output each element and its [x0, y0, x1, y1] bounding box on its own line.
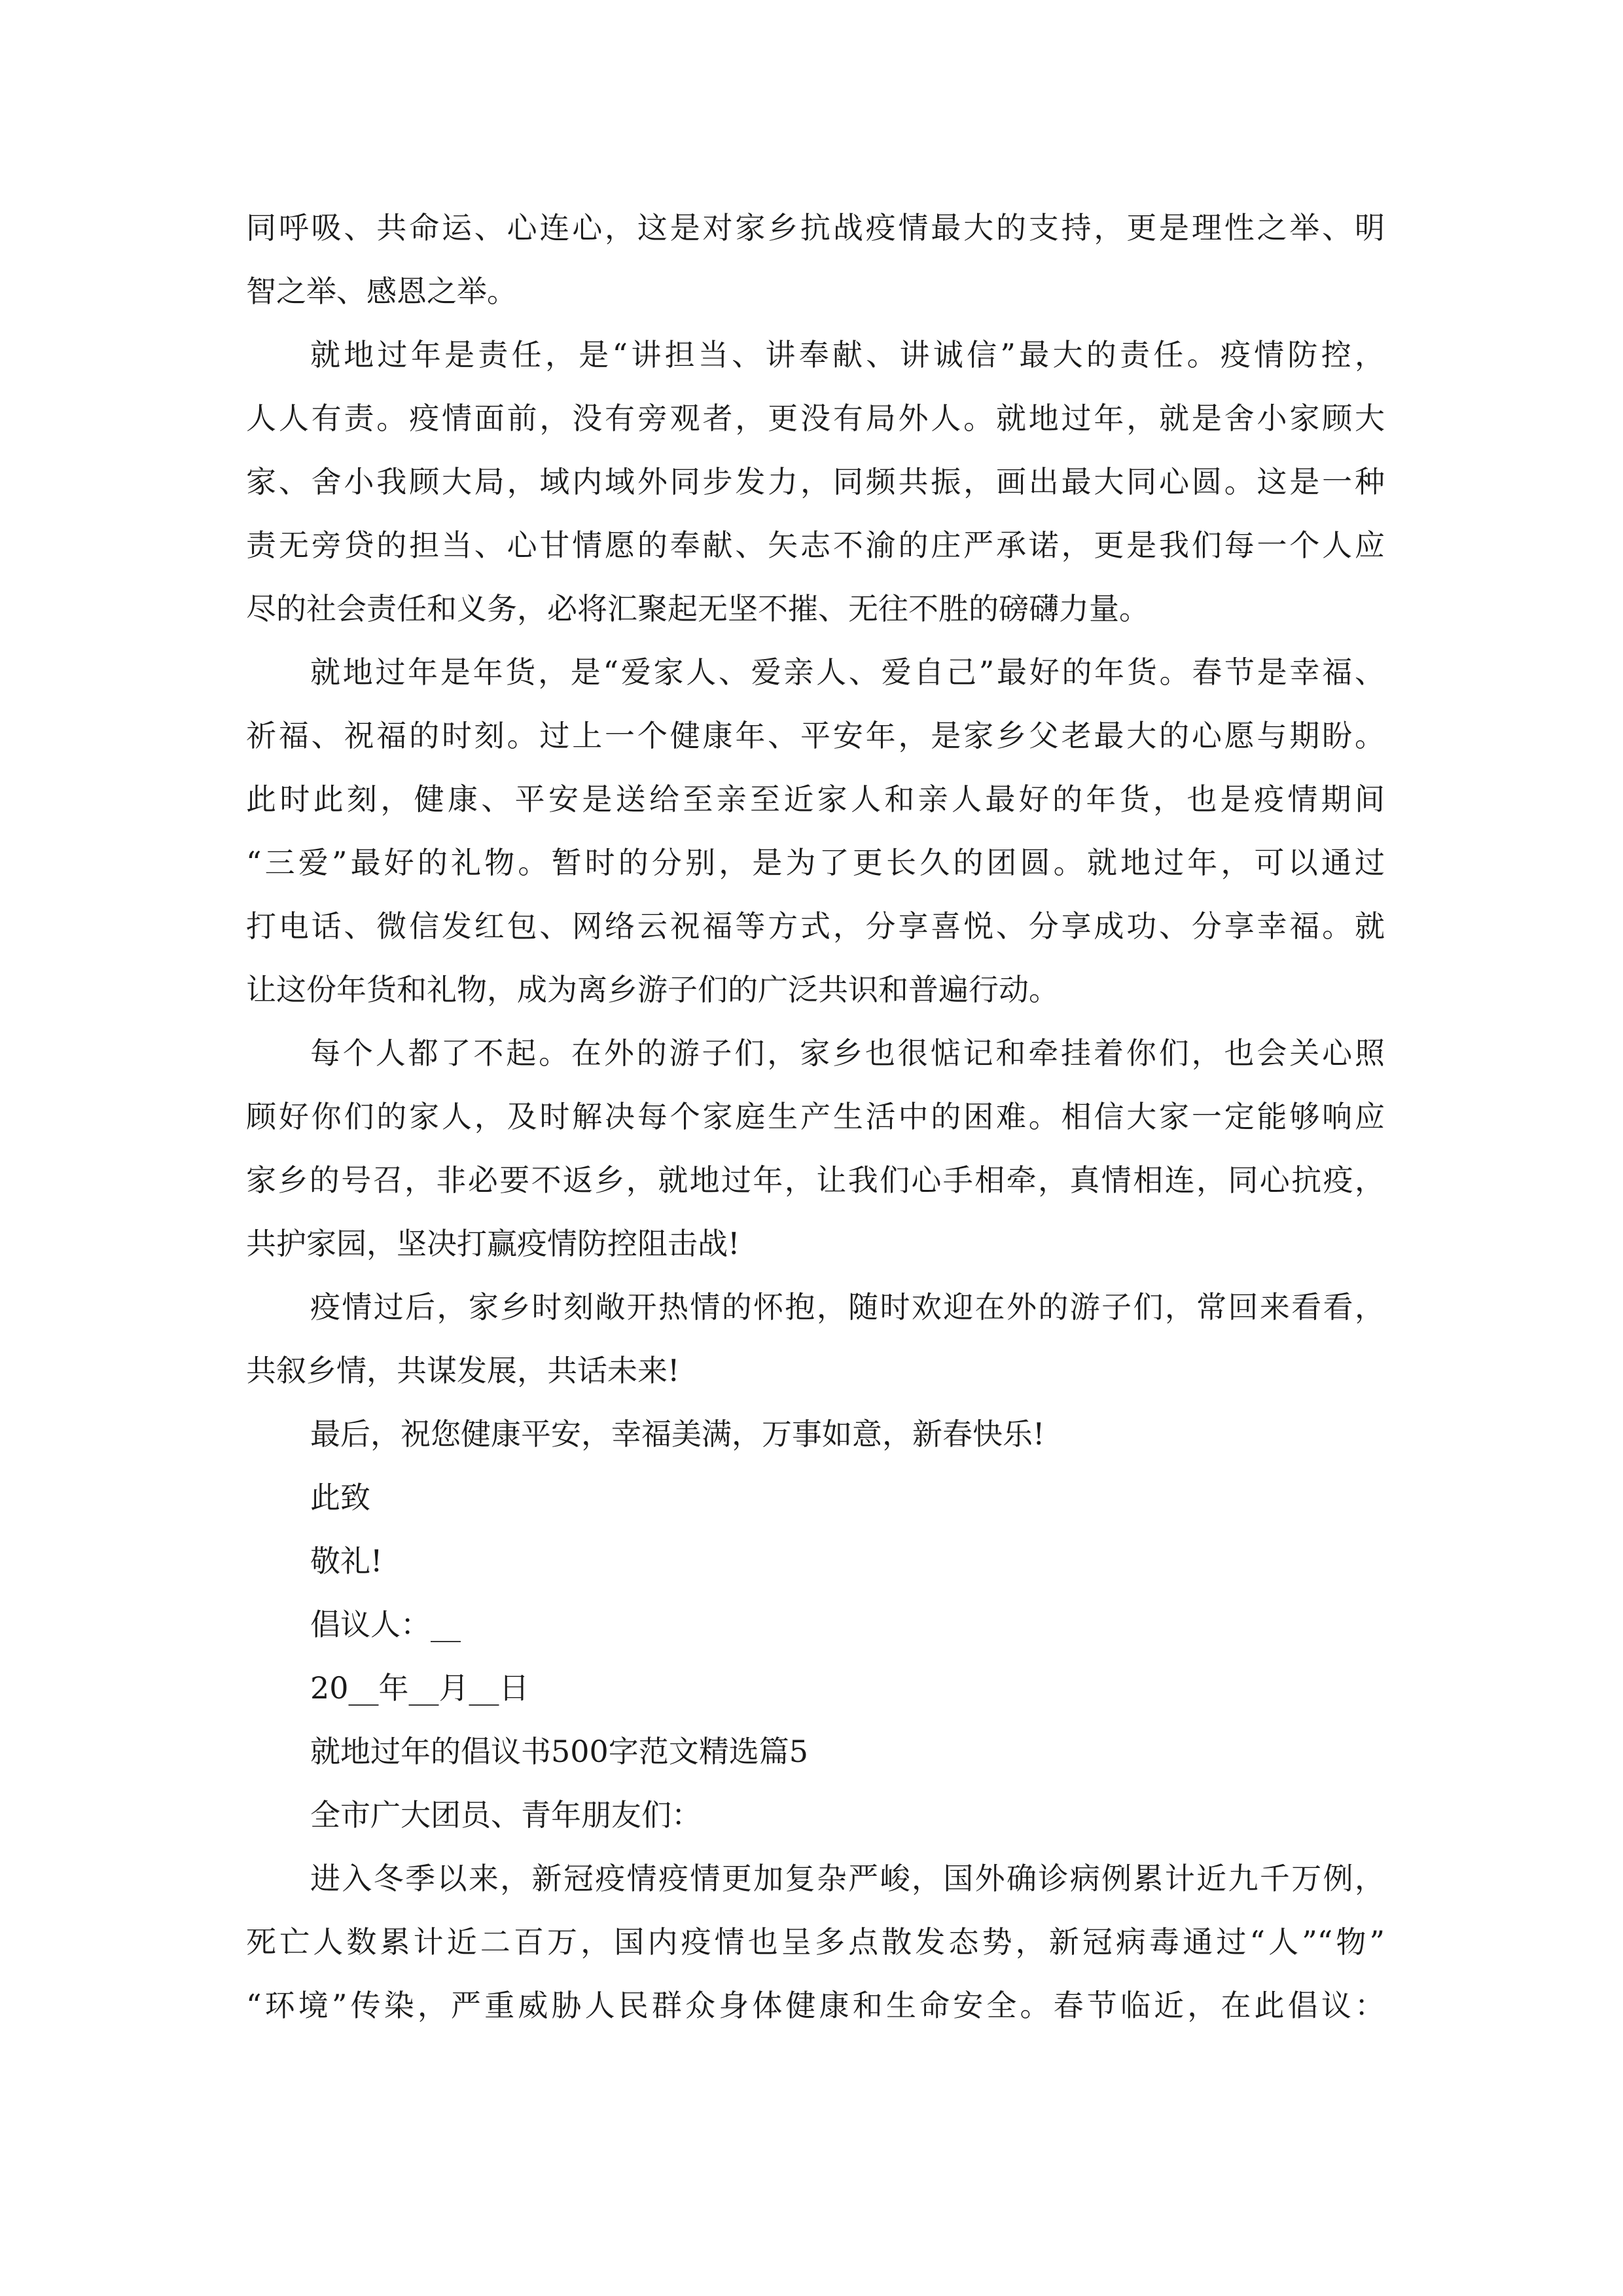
text-line: 打电话、微信发红包、网络云祝福等方式，分享喜悦、分享成功、分享幸福。就 — [246, 908, 1385, 944]
text-line: 家、舍小我顾大局，域内域外同步发力，同频共振，画出最大同心圆。这是一种 — [246, 464, 1385, 499]
text-line: 每个人都了不起。在外的游子们，家乡也很惦记和牵挂着你们，也会关心照 — [310, 1035, 1385, 1071]
text-line: 倡议人：__ — [310, 1607, 461, 1642]
text-line: 共叙乡情，共谋发展，共话未来! — [246, 1353, 680, 1388]
text-line: 就地过年的倡议书500字范文精选篇5 — [310, 1734, 809, 1769]
text-line: 最后，祝您健康平安，幸福美满，万事如意，新春快乐! — [310, 1416, 1045, 1452]
text-line: 疫情过后，家乡时刻敞开热情的怀抱，随时欢迎在外的游子们，常回来看看， — [310, 1289, 1385, 1325]
text-line: 死亡人数累计近二百万，国内疫情也呈多点散发态势，新冠病毒通过“人”“物” — [246, 1924, 1385, 1960]
text-line: “三爱”最好的礼物。暂时的分别，是为了更长久的团圆。就地过年，可以通过 — [246, 845, 1385, 880]
text-line: 家乡的号召，非必要不返乡，就地过年，让我们心手相牵，真情相连，同心抗疫， — [246, 1162, 1385, 1198]
text-line: 全市广大团员、青年朋友们： — [310, 1797, 702, 1833]
text-line: 尽的社会责任和义务，必将汇聚起无坚不摧、无往不胜的磅礴力量。 — [246, 591, 1149, 626]
text-line: “环境”传染，严重威胁人民群众身体健康和生命安全。春节临近，在此倡议： — [246, 1988, 1385, 2023]
text-line: 责无旁贷的担当、心甘情愿的奉献、矢志不渝的庄严承诺，更是我们每一个人应 — [246, 528, 1385, 563]
text-line: 让这份年货和礼物，成为离乡游子们的广泛共识和普遍行动。 — [246, 972, 1059, 1007]
text-line: 进入冬季以来，新冠疫情疫情更加复杂严峻，国外确诊病例累计近九千万例， — [310, 1861, 1385, 1896]
text-line: 敬礼! — [310, 1543, 383, 1579]
text-line: 人人有责。疫情面前，没有旁观者，更没有局外人。就地过年，就是舍小家顾大 — [246, 401, 1385, 436]
text-line: 共护家园，坚决打赢疫情防控阻击战! — [246, 1226, 740, 1261]
text-line: 此致 — [310, 1480, 370, 1515]
text-line: 智之举、感恩之举。 — [246, 274, 517, 309]
document-page — [246, 196, 1385, 2037]
text-line: 同呼吸、共命运、心连心，这是对家乡抗战疫情最大的支持，更是理性之举、明 — [246, 210, 1385, 245]
text-line: 祈福、祝福的时刻。过上一个健康年、平安年，是家乡父老最大的心愿与期盼。 — [246, 718, 1385, 753]
text-line: 顾好你们的家人，及时解决每个家庭生产生活中的困难。相信大家一定能够响应 — [246, 1099, 1385, 1134]
text-line: 就地过年是责任，是“讲担当、讲奉献、讲诚信”最大的责任。疫情防控， — [310, 337, 1385, 372]
text-line: 此时此刻，健康、平安是送给至亲至近家人和亲人最好的年货，也是疫情期间 — [246, 781, 1385, 817]
text-line: 20__年__月__日 — [310, 1670, 529, 1706]
text-line: 就地过年是年货，是“爱家人、爱亲人、爱自己”最好的年货。春节是幸福、 — [310, 655, 1385, 690]
